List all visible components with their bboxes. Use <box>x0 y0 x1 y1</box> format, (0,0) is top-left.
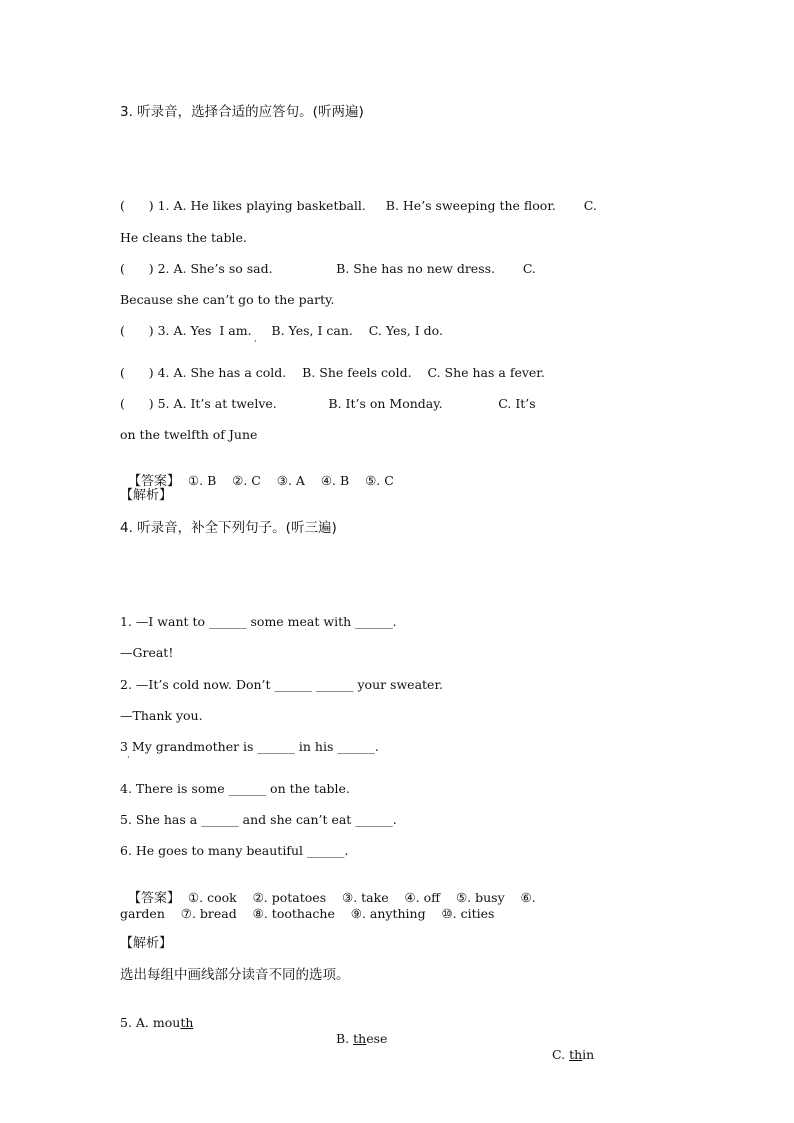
s1-line2: —Great! <box>120 645 174 660</box>
s2-line2: —Thank you. <box>120 708 203 723</box>
s1-line1: 1. —I want to ______ some meat with ______. <box>120 614 397 629</box>
tick-mark: ˈ <box>254 340 257 350</box>
q1-line1: ( ) 1. A. He likes playing basketball. B. He’s sweeping the floor. C. <box>120 198 597 213</box>
q2-line1: ( ) 2. A. She’s so sad. B. She has no new dress. C. <box>120 261 536 276</box>
answers-row <box>120 874 536 907</box>
answers-values: ①. B ②. C ③. A ④. B ⑤. C <box>179 473 394 488</box>
s5-line: 5. She has a ______ and she can’t eat ______. <box>120 812 397 827</box>
analysis-label: 【解析】 <box>120 936 173 951</box>
s4-line: 4. There is some ______ on the table. <box>120 781 350 796</box>
s2-line1: 2. —It’s cold now. Don’t ______ ______ your sweater. <box>120 677 444 692</box>
tick-mark: ˈ <box>127 756 130 766</box>
answers-values: ①. cook ②. potatoes ③. take ④. off ⑤. busy ⑥. <box>179 890 536 905</box>
s3-line: 3 My grandmother is ______ in his ______. <box>120 739 379 754</box>
s6-line: 6. He goes to many beautiful ______. <box>120 843 349 858</box>
q5-line1: ( ) 5. A. It’s at twelve. B. It’s on Monday. C. It’s <box>120 396 536 411</box>
q3-line: ( ) 3. A. Yes I am. B. Yes, I can. C. Yes, I do. <box>120 323 443 338</box>
section3-title: 3. 听录音，选择合适的应答句。(听两遍) <box>120 104 364 120</box>
answers-row <box>120 457 394 490</box>
answer-label: 【答案】 <box>127 891 180 906</box>
q2-line2: Because she can’t go to the party. <box>120 292 335 307</box>
option-b: B. these <box>336 1031 388 1046</box>
q5-line2: on the twelfth of June <box>120 427 258 442</box>
analysis-label: 【解析】 <box>120 488 173 503</box>
option-c: C. thin <box>552 1047 595 1062</box>
q1-line2: He cleans the table. <box>120 230 247 245</box>
option-a: 5. A. mouth <box>120 1015 194 1030</box>
q4-line: ( ) 4. A. She has a cold. B. She feels cold. C. She has a fever. <box>120 365 545 380</box>
answers-row-continued: garden ⑦. bread ⑧. toothache ⑨. anything ⑩. cities <box>120 906 495 921</box>
answer-label: 【答案】 <box>127 474 180 489</box>
q5-phonics-row <box>120 999 680 1063</box>
section4-title: 4. 听录音，补全下列句子。(听三遍) <box>120 520 337 536</box>
section5-instruction: 选出每组中画线部分读音不同的选项。 <box>120 967 350 983</box>
